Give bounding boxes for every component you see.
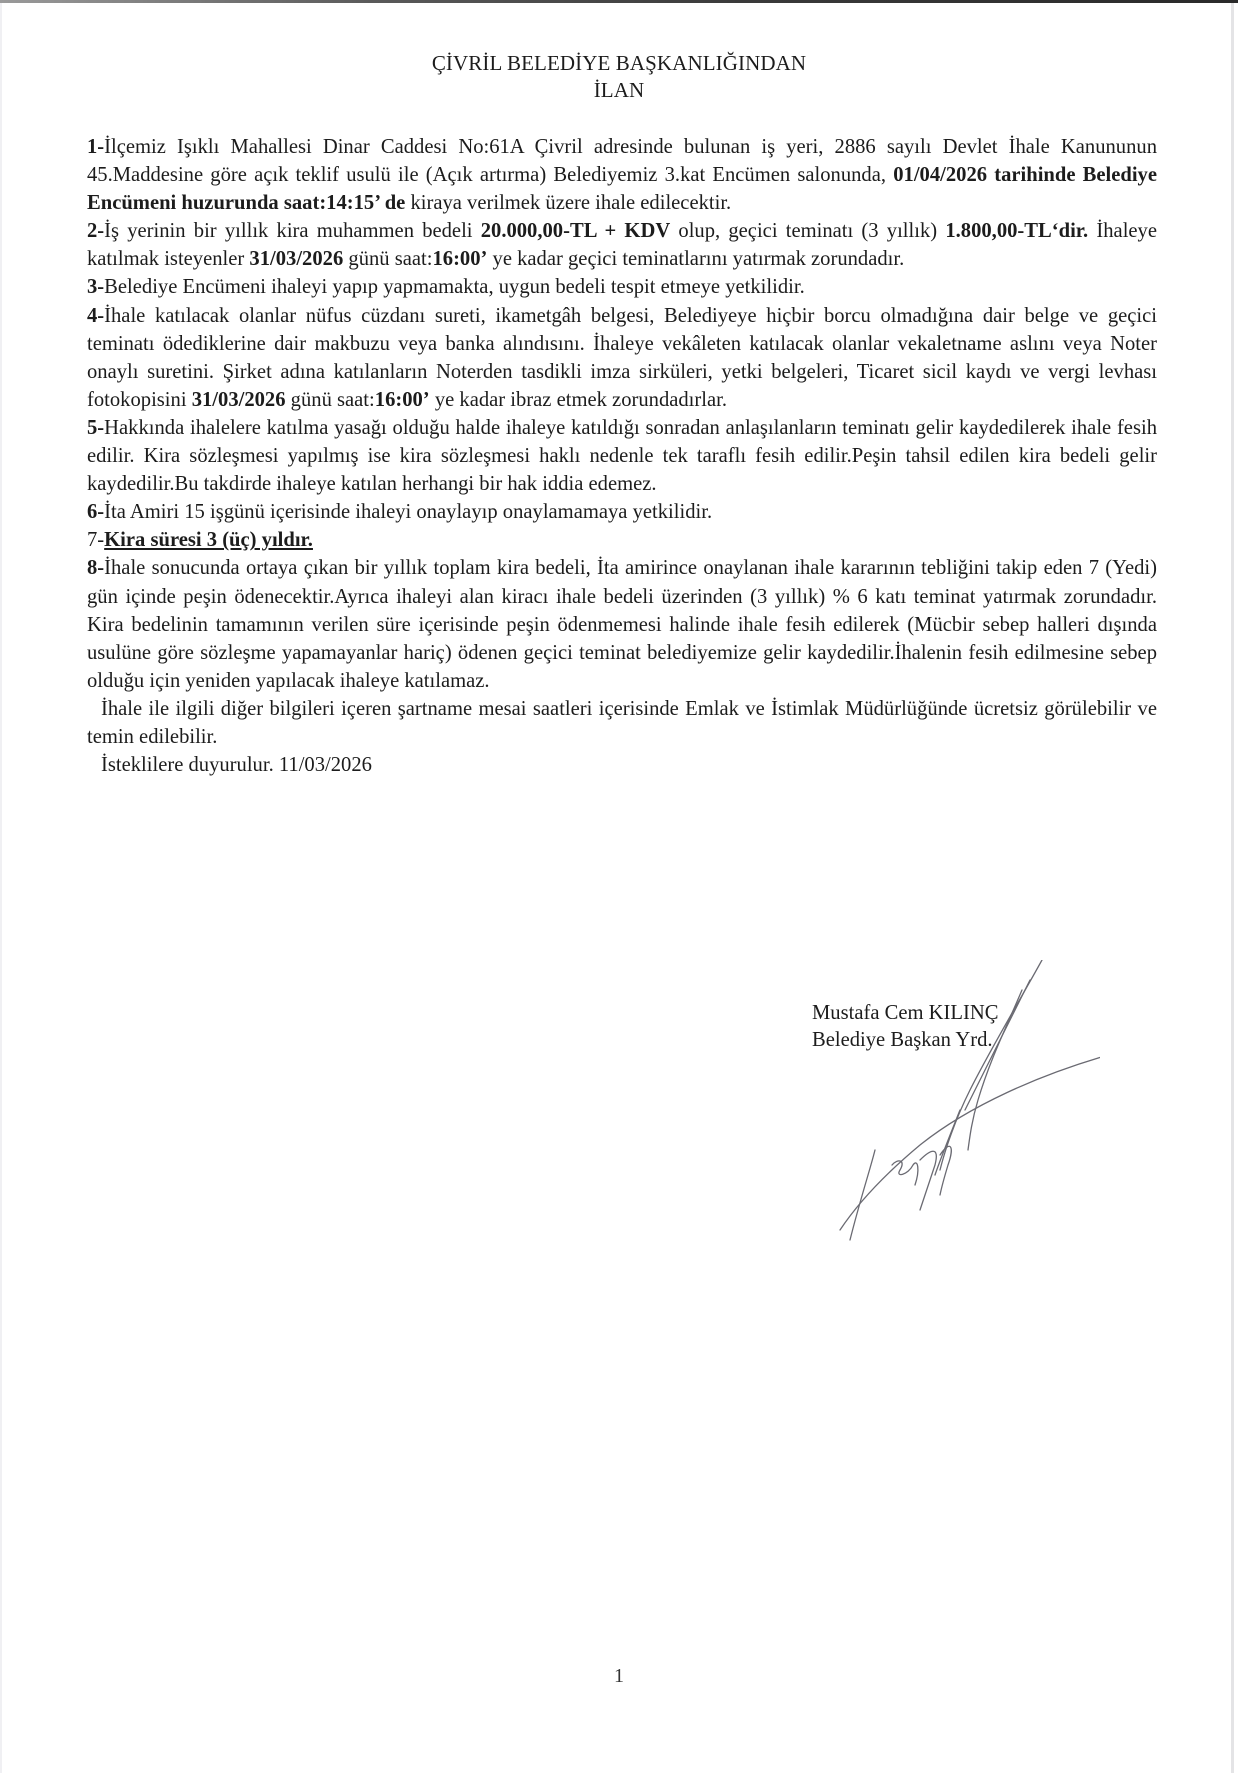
estimated-rent: 20.000,00-TL + KDV: [480, 220, 671, 243]
signatory-name: Mustafa Cem KILINÇ: [812, 1002, 999, 1024]
clause-text: ye kadar ibraz etmek zorundadırlar.: [429, 388, 727, 411]
deadline-time: 16:00’: [374, 388, 430, 411]
clause-text: İta Amiri 15 işgünü içerisinde ihaleyi onaylayıp onaylamamaya yetkilidir.: [104, 501, 713, 524]
clause-3: [87, 273, 1157, 301]
deadline-time: 16:00’: [432, 248, 488, 271]
clause-text: Hakkında ihalelere katılma yasağı olduğu halde ihaleye katıldığı sonradan anlaşılanların teminatı gelir kaydedilerek ihale fesih edilir. Kira sözleşmesi yapılmış ise kira sözleşmesi haklı nedenle tek taraflı fesih edilir.Peşin tahsil edilen kira bedeli gelir kaydedilir.Bu takdirde ihaleye katılan herhangi bir hak iddia edemez.: [87, 416, 1157, 496]
clause-text: günü saat:: [343, 248, 433, 271]
clause-text: İhale katılacak olanlar nüfus cüzdanı sureti, ikametgâh belgesi, Belediyeye hiçbir borcu olmadığına dair belge ve geçici teminatı ödediklerine dair makbuzu veya banka alındısını. İhaleye vekâleten katılacak olanlar vekaletname aslını veya Noter onaylı suretini. Şirket adına katılanların Noterden tasdikli imza sirküleri, yetki belgeleri, Ticaret sicil kaydı ve vergi levhası fotokopisini: [87, 304, 1157, 411]
clause-number: 1-: [87, 136, 105, 158]
clause-5: [87, 414, 1157, 498]
clause-2: [87, 217, 1157, 273]
document-type-title: İLAN: [593, 78, 645, 102]
clause-text: İlçemiz Işıklı Mahallesi Dinar Caddesi No:61A Çivril adresinde bulunan iş yeri, 2886 sayılı Devlet İhale Kanununun 45.Maddesine göre açık teklif usulü ile (Açık artırma) Belediyemiz 3.kat Encümen salonunda,: [87, 136, 1157, 187]
clause-1: [87, 133, 1157, 217]
deadline-date: 31/03/2026: [249, 248, 344, 271]
scan-edge-top: [0, 0, 1238, 3]
page-number: 1: [614, 1665, 624, 1687]
institution-title: ÇİVRİL BELEDİYE BAŞKANLIĞINDAN: [431, 51, 807, 75]
clause-text: İhale sonucunda ortaya çıkan bir yıllık toplam kira bedeli, İta amirince onaylanan ihale kararının tebliğini takip eden 7 (Yedi) gün içinde peşin ödenecektir.Ayrıca ihaleyi alan kiracı ihale bedeli üzerinden (3 yıllık) % 6 katı teminat yatırmak zorundadır. Kira bedelinin tamamının verilen süre içerisinde peşin ödenmemesi halinde ihale fesih edilerek (Mücbir sebep halleri dışında usulüne göre sözleşme yapamayanlar hariç) ödenen geçici teminat belediyemize gelir kaydedilir.İhalenin fesih edilmesine sebep olduğu için yeniden yapılacak ihaleye katılamaz.: [87, 557, 1157, 692]
clause-number: 2-: [87, 220, 105, 243]
scan-edge-right: [1231, 3, 1234, 1773]
signature-block: [812, 1000, 998, 1054]
document-header: [0, 50, 1238, 104]
announcement-body: [87, 133, 1157, 779]
clause-7: [87, 526, 1157, 554]
provisional-guarantee: 1.800,00-TL‘dir.: [945, 220, 1089, 243]
clause-number: 6-: [87, 501, 105, 524]
clause-text: Belediye Encümeni ihaleyi yapıp yapmamakta, uygun bedeli tespit etmeye yetkilidir.: [104, 276, 805, 299]
clause-text: İş yerinin bir yıllık kira muhammen bedeli: [104, 220, 481, 243]
scan-edge-left: [0, 3, 2, 1773]
clause-text: günü saat:: [285, 388, 375, 411]
tender-date-time: 01/04/2026 tarihinde Belediye Encümeni huzurunda saat:14:15’ de: [87, 164, 1157, 215]
clause-number: 7-: [87, 529, 105, 552]
clause-6: [87, 498, 1157, 526]
clause-text: kiraya verilmek üzere ihale edilecektir.: [405, 192, 732, 215]
clause-8: [87, 554, 1157, 694]
clause-text: İhaleye katılmak isteyenler: [87, 220, 1157, 271]
clause-text: olup, geçici teminatı (3 yıllık): [670, 220, 946, 243]
clause-number: 4-: [87, 304, 105, 327]
announcement-date-line: İsteklilere duyurulur. 11/03/2026: [101, 754, 372, 777]
clause-number: 3-: [87, 276, 105, 299]
signatory-title: Belediye Başkan Yrd.: [812, 1029, 993, 1051]
clause-number: 8-: [87, 557, 105, 580]
clause-text: ye kadar geçici teminatlarını yatırmak zorundadır.: [487, 248, 905, 271]
clause-4: [87, 302, 1157, 414]
deadline-date: 31/03/2026: [191, 388, 286, 411]
lease-duration: Kira süresi 3 (üç) yıldır.: [104, 529, 313, 552]
clause-number: 5-: [87, 416, 105, 439]
specification-info: İhale ile ilgili diğer bilgileri içeren şartname mesai saatleri içerisinde Emlak ve İstimlak Müdürlüğünde ücretsiz görülebilir ve temin edilebilir.: [87, 697, 1157, 748]
